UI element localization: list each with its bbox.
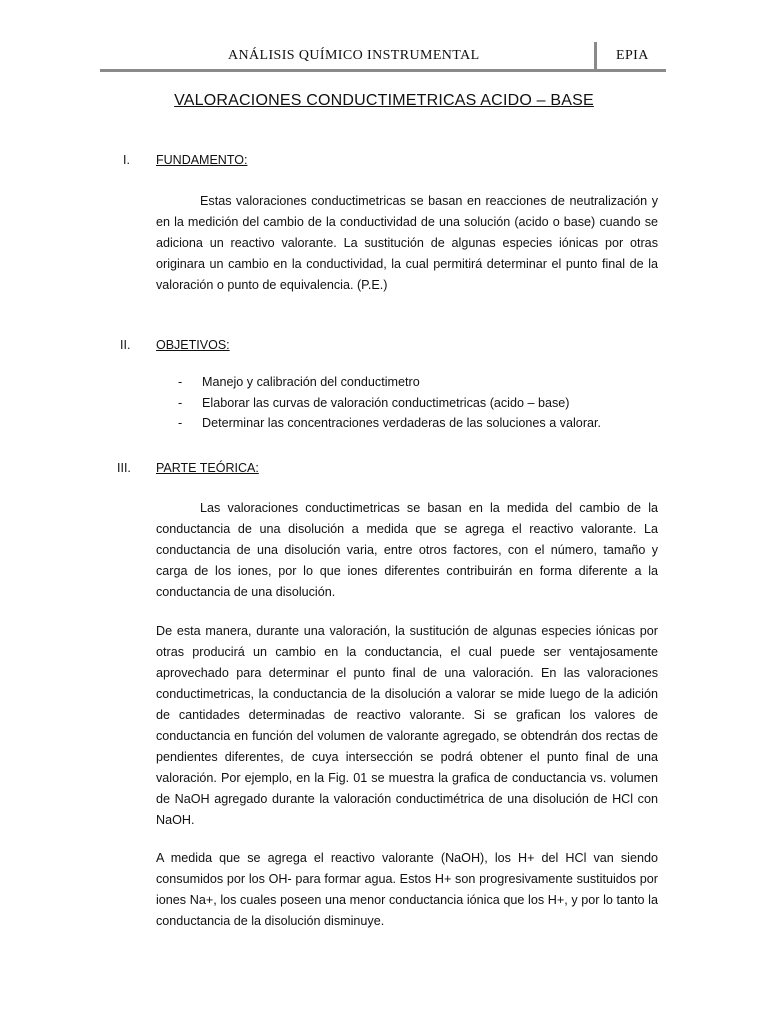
bullet-dash: - (178, 375, 183, 389)
list-item (178, 375, 678, 396)
section-heading-fundamento: FUNDAMENTO: (156, 153, 248, 167)
section-heading-parte-teorica: PARTE TEÓRICA: (156, 461, 259, 475)
objective-text: Determinar las concentraciones verdaderas de las soluciones a valorar. (202, 416, 602, 430)
section-numeral-1: I. (123, 153, 130, 167)
teoria-paragraph-2: De esta manera, durante una valoración, la sustitución de algunas especies iónicas por otras producirá un cambio en la conductancia, el cual puede ser ventajosamente aprovechado para determinar el punto final de una valoración. En las valoraciones conductimetricas, la conductancia de la disolución a valorar se mide luego de la adición de cantidades determinadas de reactivo valorante. Si se grafican los valores de conductancia en función del volumen de valorante agregado, se obtendrán dos rectas de pendientes diferentes, de cuya intersección se podrá obtener el punto final de una valoración. Por ejemplo, en la Fig. 01 se muestra la grafica de conductancia vs. volumen de NaOH agregado durante la valoración conductimétrica de una disolución de HCl con NaOH. (156, 624, 658, 827)
teoria-paragraph-1: Las valoraciones conductimetricas se basan en la medida del cambio de la conductancia de una disolución a medida que se agrega el reactivo valorante. La conductancia de una disolución varia, entre otros factores, con el número, tamaño y carga de los iones, por lo que iones diferentes contribuirán en forma diferente a la conductancia de una disolución. (156, 501, 658, 599)
objective-text: Elaborar las curvas de valoración conductimetricas (acido – base) (202, 395, 570, 410)
header-rule (100, 69, 666, 72)
section-numeral-2: II. (120, 338, 131, 352)
list-item (178, 416, 678, 437)
bullet-dash: - (178, 416, 183, 430)
objective-text: Manejo y calibración del conductimetro (202, 375, 420, 389)
objectives-list (178, 375, 678, 437)
fundamento-paragraph: Estas valoraciones conductimetricas se basan en reacciones de neutralización y en la medición del cambio de la conductividad de una solución (acido o base) cuando se adiciona un reactivo valorante. La sustitución de algunas especies iónicas por otras originara un cambio en la conductividad, la cual permitirá determinar el punto final de la valoración o punto de equivalencia. (P.E.) (156, 194, 658, 292)
section-heading-objetivos: OBJETIVOS: (156, 338, 230, 352)
header-school-code: EPIA (616, 48, 649, 63)
document-title: VALORACIONES CONDUCTIMETRICAS ACIDO – BASE (174, 92, 594, 109)
list-item (178, 396, 678, 417)
header-divider (594, 42, 597, 72)
section-numeral-3: III. (117, 461, 131, 475)
bullet-dash: - (178, 395, 183, 410)
page-header (100, 40, 666, 72)
teoria-paragraph-3: A medida que se agrega el reactivo valorante (NaOH), los H+ del HCl van siendo consumidos por los OH- para formar agua. Estos H+ son progresivamente sustituidos por iones Na+, los cuales poseen una menor conductancia iónica que los H+, y por lo tanto la conductancia de la disolución disminuye. (156, 851, 658, 928)
header-course-title: ANÁLISIS QUÍMICO INSTRUMENTAL (228, 48, 480, 63)
